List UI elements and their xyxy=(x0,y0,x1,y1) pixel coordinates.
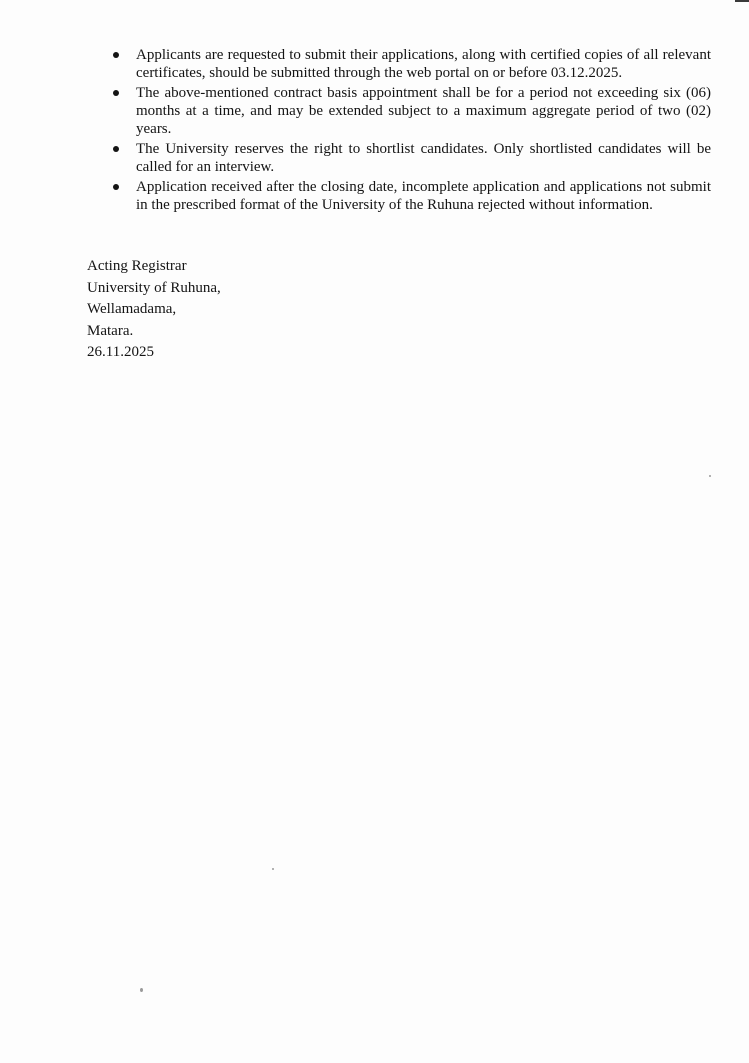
bullet-icon xyxy=(113,184,119,190)
list-item xyxy=(110,46,711,82)
scan-speck xyxy=(709,475,711,477)
list-item xyxy=(110,178,711,214)
note-text: The above-mentioned contract basis appointment shall be for a period not exceeding six (06) months at a time, and may be extended subject to a maximum aggregate period of two (02) years. xyxy=(136,85,711,137)
signature-block xyxy=(87,256,221,364)
scan-speck xyxy=(272,868,274,870)
conditions-list xyxy=(110,46,711,216)
bullet-icon xyxy=(113,90,119,96)
note-text: Application received after the closing date, incomplete application and applications not submit in the prescribed format of the University of the Ruhuna rejected without information. xyxy=(136,179,711,213)
address-line: Wellamadama, xyxy=(87,301,177,317)
note-text: The University reserves the right to shortlist candidates. Only shortlisted candidates will be called for an interview. xyxy=(136,141,711,175)
bullet-icon xyxy=(113,52,119,58)
note-text: Applicants are requested to submit their applications, along with certified copies of all relevant certificates, should be submitted through the web portal on or before 03.12.2025. xyxy=(136,47,711,81)
scan-speck xyxy=(140,988,143,992)
scan-edge-mark xyxy=(735,0,749,2)
bullet-icon xyxy=(113,146,119,152)
signature-date: 26.11.2025 xyxy=(87,344,154,360)
signatory-title: Acting Registrar xyxy=(87,258,187,274)
address-line: Matara. xyxy=(87,322,134,339)
list-item xyxy=(110,140,711,176)
list-item xyxy=(110,84,711,138)
signatory-institution: University of Ruhuna, xyxy=(87,279,221,296)
